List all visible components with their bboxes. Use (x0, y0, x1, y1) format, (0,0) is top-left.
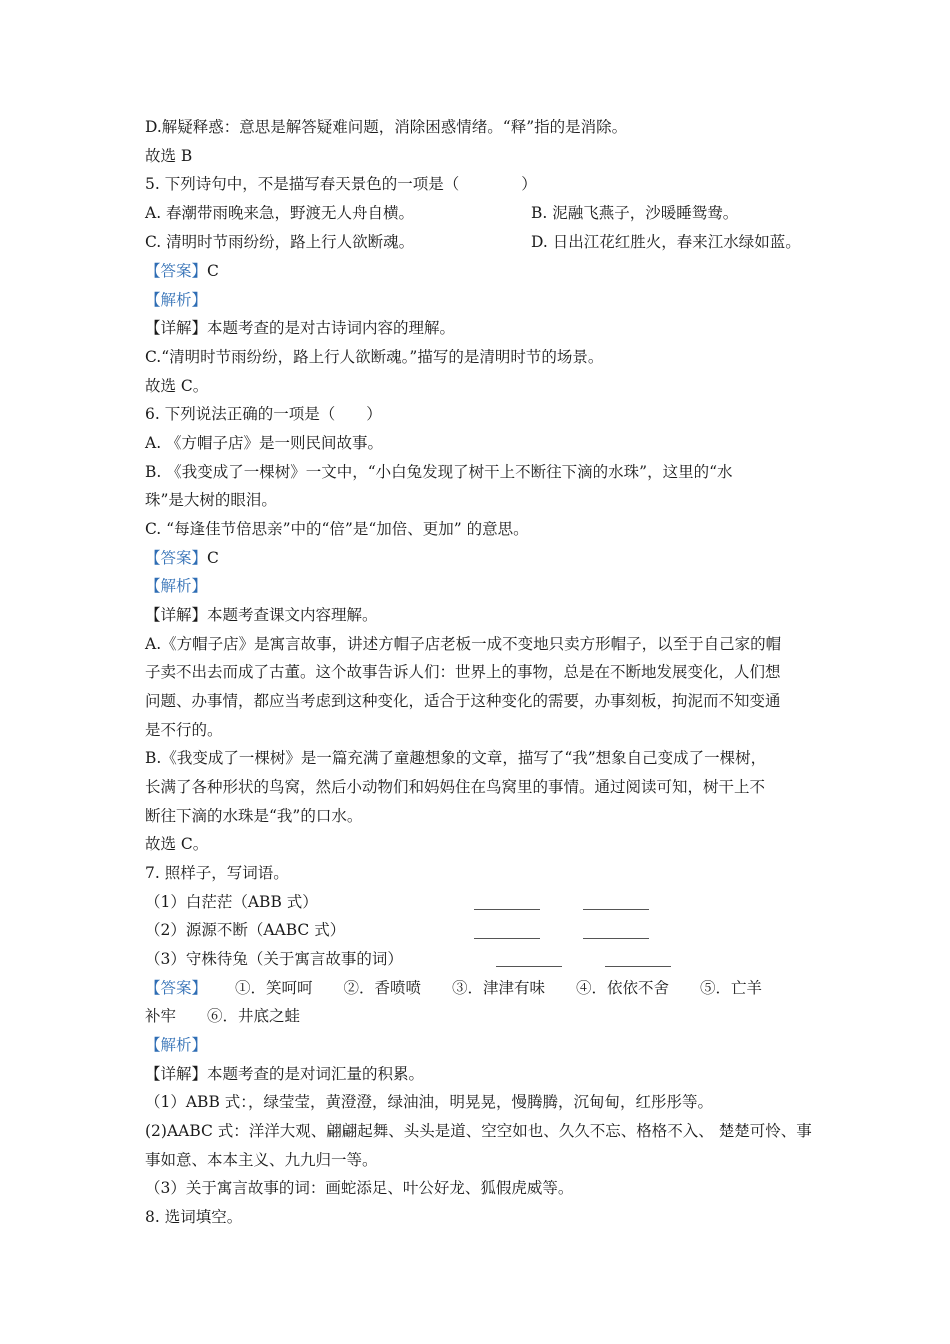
answer-tag: 【答案】 (145, 979, 208, 997)
answer-tag: 【答案】 (145, 549, 208, 567)
option-c: C. “每逢佳节倍思亲”中的“倍”是“加倍、更加” 的意思。 (145, 520, 529, 538)
text-line: 问题、办事情，都应当考虑到这种变化，适合于这种变化的需要，办事刻板，拘泥而不知变通 (145, 692, 781, 710)
answer-value: C (207, 262, 219, 280)
answer-line (145, 548, 219, 568)
text-line: B.《我变成了一棵树》是一篇充满了童趣想象的文章，描写了“我”想象自己变成了一棵树， (145, 749, 767, 767)
answer-line (145, 978, 762, 998)
text-line: 子卖不出去而成了古董。这个故事告诉人们：世界上的事物，总是在不断地发展变化，人们想 (145, 663, 781, 681)
question-7: 7. 照样子，写词语。 (145, 864, 289, 882)
option-b: B. 泥融飞燕子，沙暖睡鸳鸯。 (531, 204, 739, 222)
text-line: 断往下滴的水珠是“我”的口水。 (145, 807, 363, 825)
text-line: 事如意、本本主义、九九归一等。 (145, 1151, 378, 1169)
answer-blank[interactable] (496, 966, 562, 967)
text-line: 珠”是大树的眼泪。 (145, 491, 277, 509)
text-line: （1）ABB 式：，绿莹莹，黄澄澄，绿油油，明晃晃，慢腾腾，沉甸甸，红彤彤等。 (145, 1093, 714, 1111)
option-a: A. 春潮带雨晚来急，野渡无人舟自横。 (145, 204, 415, 222)
text-line: （3）关于寓言故事的词：画蛇添足、叶公好龙、狐假虎威等。 (145, 1179, 574, 1197)
sub-question-1: （1）白茫茫（ABB 式） (145, 893, 318, 911)
text-line: 补牢 ⑥．井底之蛙 (145, 1007, 301, 1025)
answer-blank[interactable] (583, 938, 649, 939)
answer-blank[interactable] (474, 909, 540, 910)
text-line: A.《方帽子店》是寓言故事，讲述方帽子店老板一成不变地只卖方形帽子，以至于自己家的帽 (145, 635, 782, 653)
text-line: 长满了各种形状的鸟窝，然后小动物们和妈妈住在鸟窝里的事情。通过阅读可知，树干上不 (145, 778, 766, 796)
answer-blank[interactable] (583, 909, 649, 910)
answer-tag: 【答案】 (145, 262, 208, 280)
text-line: 故选 C。 (145, 835, 209, 853)
answer-blank[interactable] (474, 938, 540, 939)
text-line: 故选 B (145, 147, 193, 165)
text-line: (2)AABC 式：洋洋大观、翩翩起舞、头头是道、空空如也、久久不忘、格格不入、 楚楚可怜、事 (145, 1122, 812, 1140)
answer-blank[interactable] (605, 966, 671, 967)
question-6: 6. 下列说法正确的一项是（ ） (145, 405, 382, 423)
answer-line (145, 261, 219, 281)
text-line: C.“清明时节雨纷纷，路上行人欲断魂。”描写的是清明时节的场景。 (145, 348, 604, 366)
option-d: D. 日出江花红胜火，春来江水绿如蓝。 (531, 233, 801, 251)
answer-value: ①．笑呵呵 ②．香喷喷 ③．津津有味 ④．依依不舍 ⑤．亡羊 (235, 979, 763, 997)
text-line: 【详解】本题考查的是对词汇量的积累。 (145, 1065, 425, 1083)
analysis-line (145, 290, 207, 310)
option-a: A. 《方帽子店》是一则民间故事。 (145, 434, 384, 452)
analysis-tag: 【解析】 (145, 291, 208, 309)
text-line: 故选 C。 (145, 377, 209, 395)
answer-value: C (207, 549, 219, 567)
text-line: D.解疑释惑：意思是解答疑难问题，消除困惑情绪。“释”指的是消除。 (145, 118, 628, 136)
sub-question-3: （3）守株待兔（关于寓言故事的词） (145, 950, 403, 968)
text-line: 是不行的。 (145, 721, 223, 739)
question-5: 5. 下列诗句中，不是描写春天景色的一项是（ ） (145, 175, 537, 193)
text-line: 【详解】本题考查的是对古诗词内容的理解。 (145, 319, 456, 337)
option-c: C. 清明时节雨纷纷，路上行人欲断魂。 (145, 233, 415, 251)
sub-question-2: （2）源源不断（AABC 式） (145, 921, 346, 939)
analysis-line (145, 576, 207, 596)
analysis-tag: 【解析】 (145, 1036, 208, 1054)
analysis-tag: 【解析】 (145, 577, 208, 595)
analysis-line (145, 1035, 207, 1055)
text-line: 【详解】本题考查课文内容理解。 (145, 606, 378, 624)
option-b: B. 《我变成了一棵树》一文中，“小白兔发现了树干上不断往下滴的水珠”，这里的“水 (145, 463, 733, 481)
question-8: 8. 选词填空。 (145, 1208, 243, 1226)
